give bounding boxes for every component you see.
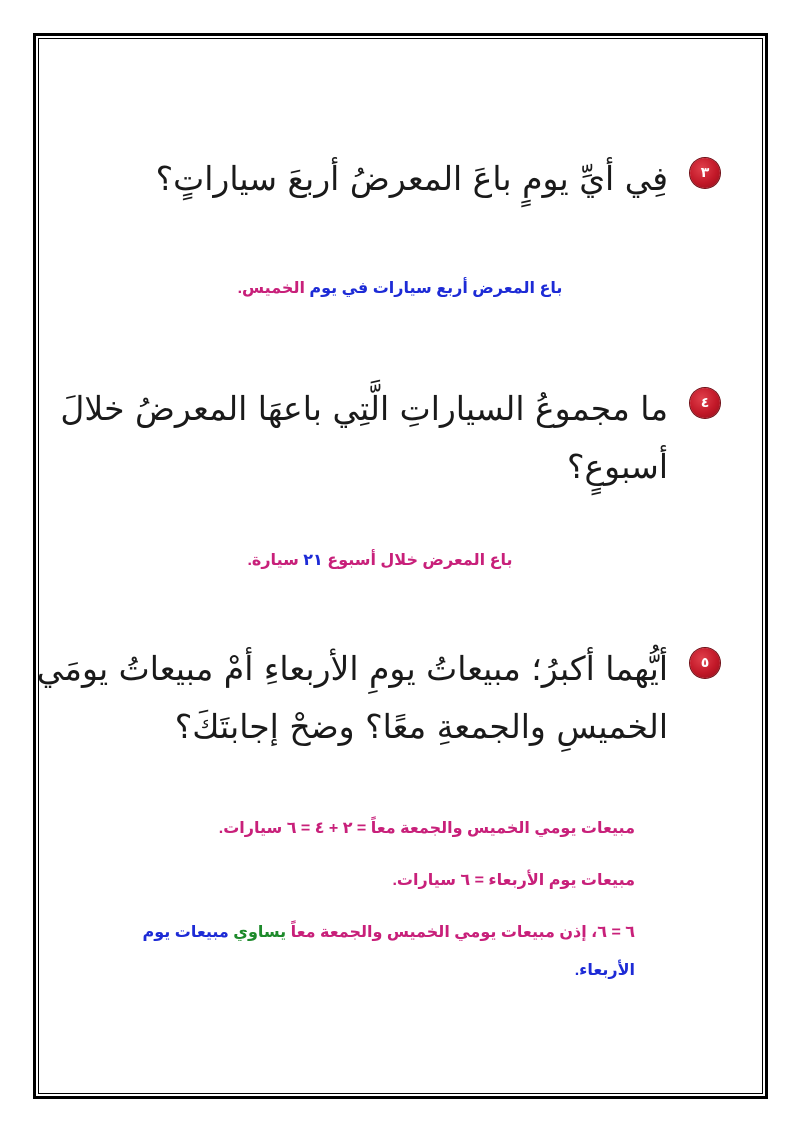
- answer-4: [190, 550, 570, 572]
- answer-text: باع المعرض أربع سيارات في يوم: [304, 280, 563, 297]
- question-number-badge: [690, 388, 720, 418]
- answer-highlight: يساوي: [233, 924, 287, 941]
- answer-3: [200, 278, 600, 300]
- question-5: [36, 640, 720, 756]
- question-4: [40, 380, 720, 496]
- answer-text: باع المعرض خلال أسبوع: [322, 552, 513, 569]
- question-number: ٣: [700, 165, 710, 181]
- answer-5-line-1: مبيعات يومي الخميس والجمعة معاً = ٢ + ٤ = ٦ سيارات.: [218, 820, 635, 837]
- question-number: ٤: [700, 395, 710, 411]
- question-3: [80, 150, 720, 208]
- question-text: فِي أيِّ يومٍ باعَ المعرضُ أربعَ سياراتٍ؟: [155, 159, 668, 198]
- answer-5-line-2: مبيعات يوم الأربعاء = ٦ سيارات.: [392, 872, 635, 889]
- answer-highlight: الخميس.: [237, 280, 305, 297]
- answer-text: ٦ = ٦، إذن مبيعات يومي الخميس والجمعة معاً: [286, 924, 635, 941]
- answer-unit: سيارة.: [247, 552, 304, 569]
- question-text-line-1: أيُّهما أكبرُ؛ مبيعاتُ يومِ الأربعاءِ أمْ مبيعاتُ يومَي: [36, 649, 668, 688]
- question-text-line-2: أسبوعٍ؟: [566, 447, 668, 486]
- question-number: ٥: [700, 655, 710, 671]
- question-text-line-2: الخميسِ والجمعةِ معًا؟ وضحْ إجابتَكَ؟: [174, 707, 668, 746]
- answer-5-line-3: [75, 922, 635, 944]
- answer-5-line-4: الأربعاء.: [574, 962, 635, 979]
- answer-text: مبيعات يوم: [142, 924, 234, 941]
- question-text-line-1: ما مجموعُ السياراتِ الَّتِي باعهَا المعرضُ خلالَ: [60, 389, 668, 428]
- answer-number: ٢١: [303, 552, 323, 569]
- question-number-badge: [690, 648, 720, 678]
- question-number-badge: [690, 158, 720, 188]
